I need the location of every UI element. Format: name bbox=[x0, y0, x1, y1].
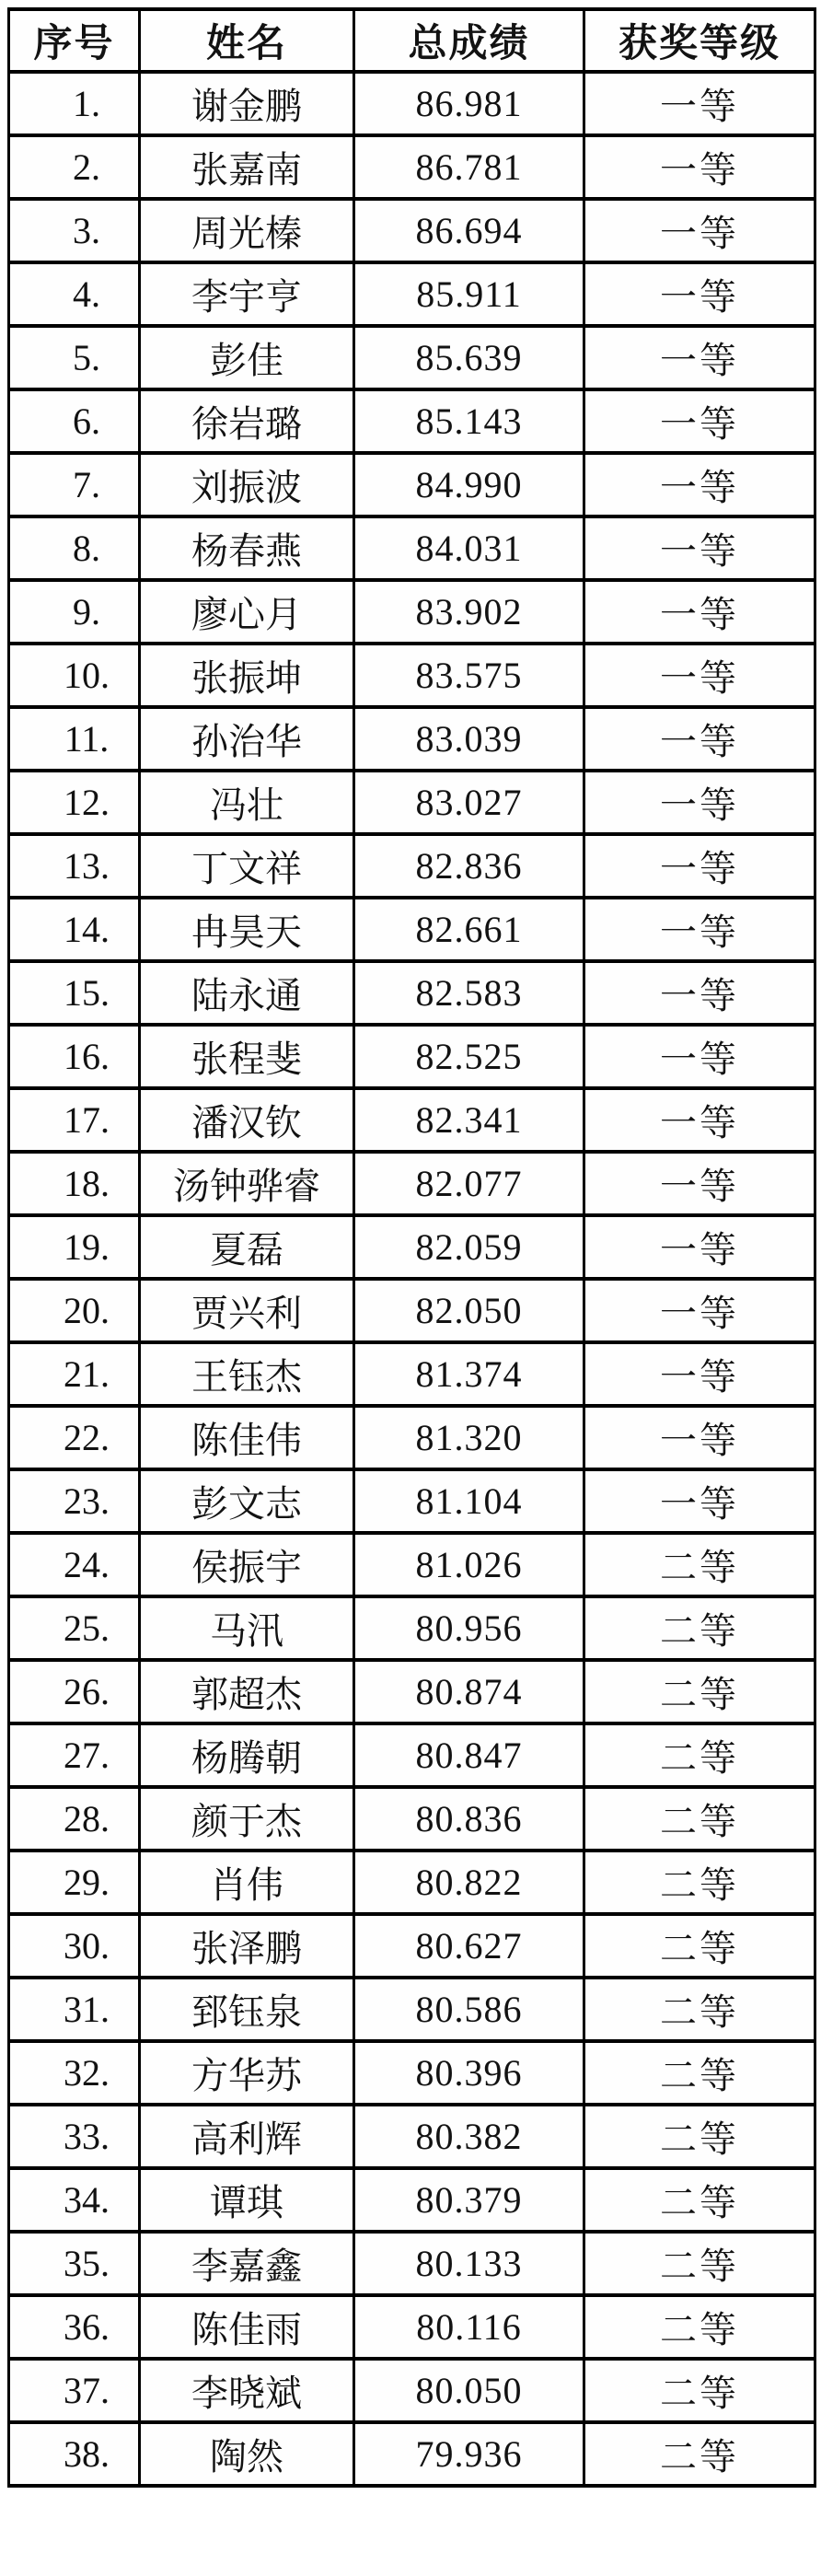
score-cell: 86.981 bbox=[354, 72, 584, 135]
table-row bbox=[9, 898, 815, 961]
table-row bbox=[9, 516, 815, 580]
serial-cell: 38. bbox=[9, 2422, 140, 2486]
name-cell: 徐岩璐 bbox=[140, 389, 354, 453]
award-cell: 一等 bbox=[584, 1152, 815, 1215]
name-cell: 李晓斌 bbox=[140, 2359, 354, 2422]
score-cell: 83.027 bbox=[354, 771, 584, 834]
serial-cell: 24. bbox=[9, 1533, 140, 1596]
name-cell: 陈佳伟 bbox=[140, 1406, 354, 1469]
score-cell: 80.379 bbox=[354, 2168, 584, 2232]
table-row bbox=[9, 1152, 815, 1215]
name-cell: 彭文志 bbox=[140, 1469, 354, 1533]
table-row bbox=[9, 1406, 815, 1469]
score-cell: 80.956 bbox=[354, 1596, 584, 1660]
name-cell: 贾兴利 bbox=[140, 1279, 354, 1342]
header-name: 姓名 bbox=[140, 9, 354, 72]
table-row bbox=[9, 961, 815, 1025]
serial-cell: 11. bbox=[9, 707, 140, 771]
score-cell: 81.320 bbox=[354, 1406, 584, 1469]
table-row bbox=[9, 389, 815, 453]
table-row bbox=[9, 1596, 815, 1660]
award-cell: 二等 bbox=[584, 1660, 815, 1723]
name-cell: 孙治华 bbox=[140, 707, 354, 771]
table-row bbox=[9, 1851, 815, 1914]
award-cell: 二等 bbox=[584, 2041, 815, 2105]
name-cell: 夏磊 bbox=[140, 1215, 354, 1279]
score-cell: 80.847 bbox=[354, 1723, 584, 1787]
score-cell: 85.911 bbox=[354, 262, 584, 326]
score-cell: 82.525 bbox=[354, 1025, 584, 1088]
serial-cell: 15. bbox=[9, 961, 140, 1025]
award-cell: 二等 bbox=[584, 2359, 815, 2422]
score-cell: 80.396 bbox=[354, 2041, 584, 2105]
serial-cell: 20. bbox=[9, 1279, 140, 1342]
table-row bbox=[9, 1914, 815, 1978]
award-cell: 二等 bbox=[584, 1978, 815, 2041]
award-cell: 一等 bbox=[584, 1215, 815, 1279]
serial-cell: 35. bbox=[9, 2232, 140, 2295]
name-cell: 廖心月 bbox=[140, 580, 354, 644]
serial-cell: 17. bbox=[9, 1088, 140, 1152]
table-row bbox=[9, 1978, 815, 2041]
score-cell: 80.586 bbox=[354, 1978, 584, 2041]
table-body bbox=[9, 72, 815, 2486]
award-cell: 二等 bbox=[584, 2105, 815, 2168]
award-cell: 二等 bbox=[584, 1596, 815, 1660]
table-row bbox=[9, 644, 815, 707]
name-cell: 杨腾朝 bbox=[140, 1723, 354, 1787]
score-cell: 83.902 bbox=[354, 580, 584, 644]
award-cell: 一等 bbox=[584, 1025, 815, 1088]
name-cell: 谭琪 bbox=[140, 2168, 354, 2232]
name-cell: 冉昊天 bbox=[140, 898, 354, 961]
score-cell: 80.822 bbox=[354, 1851, 584, 1914]
name-cell: 陈佳雨 bbox=[140, 2295, 354, 2359]
table-row bbox=[9, 771, 815, 834]
table-row bbox=[9, 2168, 815, 2232]
name-cell: 张嘉南 bbox=[140, 135, 354, 199]
award-cell: 二等 bbox=[584, 2232, 815, 2295]
name-cell: 王钰杰 bbox=[140, 1342, 354, 1406]
score-cell: 82.836 bbox=[354, 834, 584, 898]
serial-cell: 12. bbox=[9, 771, 140, 834]
serial-cell: 14. bbox=[9, 898, 140, 961]
serial-cell: 27. bbox=[9, 1723, 140, 1787]
name-cell: 李宇亨 bbox=[140, 262, 354, 326]
score-cell: 80.050 bbox=[354, 2359, 584, 2422]
award-cell: 一等 bbox=[584, 771, 815, 834]
award-cell: 一等 bbox=[584, 326, 815, 389]
award-cell: 一等 bbox=[584, 1469, 815, 1533]
name-cell: 张泽鹏 bbox=[140, 1914, 354, 1978]
name-cell: 杨春燕 bbox=[140, 516, 354, 580]
award-cell: 二等 bbox=[584, 1723, 815, 1787]
score-cell: 82.661 bbox=[354, 898, 584, 961]
table-row bbox=[9, 1025, 815, 1088]
serial-cell: 1. bbox=[9, 72, 140, 135]
award-cell: 一等 bbox=[584, 389, 815, 453]
name-cell: 马汛 bbox=[140, 1596, 354, 1660]
table-row bbox=[9, 1215, 815, 1279]
table-row bbox=[9, 2105, 815, 2168]
table-row bbox=[9, 199, 815, 262]
award-cell: 一等 bbox=[584, 898, 815, 961]
serial-cell: 36. bbox=[9, 2295, 140, 2359]
award-cell: 一等 bbox=[584, 135, 815, 199]
score-cell: 83.575 bbox=[354, 644, 584, 707]
name-cell: 谢金鹏 bbox=[140, 72, 354, 135]
serial-cell: 25. bbox=[9, 1596, 140, 1660]
serial-cell: 22. bbox=[9, 1406, 140, 1469]
serial-cell: 4. bbox=[9, 262, 140, 326]
table-row bbox=[9, 1660, 815, 1723]
name-cell: 李嘉鑫 bbox=[140, 2232, 354, 2295]
name-cell: 肖伟 bbox=[140, 1851, 354, 1914]
award-cell: 二等 bbox=[584, 1787, 815, 1851]
score-cell: 80.382 bbox=[354, 2105, 584, 2168]
serial-cell: 37. bbox=[9, 2359, 140, 2422]
score-cell: 82.059 bbox=[354, 1215, 584, 1279]
serial-cell: 33. bbox=[9, 2105, 140, 2168]
serial-cell: 16. bbox=[9, 1025, 140, 1088]
award-cell: 二等 bbox=[584, 1533, 815, 1596]
award-cell: 一等 bbox=[584, 453, 815, 516]
table-row bbox=[9, 1469, 815, 1533]
award-cell: 二等 bbox=[584, 1851, 815, 1914]
table-row bbox=[9, 72, 815, 135]
serial-cell: 26. bbox=[9, 1660, 140, 1723]
serial-cell: 28. bbox=[9, 1787, 140, 1851]
award-cell: 一等 bbox=[584, 580, 815, 644]
table-row bbox=[9, 580, 815, 644]
table-row bbox=[9, 1723, 815, 1787]
score-cell: 80.836 bbox=[354, 1787, 584, 1851]
table-row bbox=[9, 453, 815, 516]
score-table bbox=[7, 7, 816, 2488]
score-cell: 80.627 bbox=[354, 1914, 584, 1978]
score-cell: 81.104 bbox=[354, 1469, 584, 1533]
name-cell: 陆永通 bbox=[140, 961, 354, 1025]
header-serial: 序号 bbox=[9, 9, 140, 72]
score-cell: 80.133 bbox=[354, 2232, 584, 2295]
table-row bbox=[9, 707, 815, 771]
award-cell: 一等 bbox=[584, 199, 815, 262]
name-cell: 陶然 bbox=[140, 2422, 354, 2486]
serial-cell: 29. bbox=[9, 1851, 140, 1914]
serial-cell: 6. bbox=[9, 389, 140, 453]
name-cell: 冯壮 bbox=[140, 771, 354, 834]
serial-cell: 10. bbox=[9, 644, 140, 707]
serial-cell: 34. bbox=[9, 2168, 140, 2232]
score-cell: 84.031 bbox=[354, 516, 584, 580]
name-cell: 高利辉 bbox=[140, 2105, 354, 2168]
name-cell: 郅钰泉 bbox=[140, 1978, 354, 2041]
table-row bbox=[9, 135, 815, 199]
award-cell: 一等 bbox=[584, 834, 815, 898]
table-row bbox=[9, 1088, 815, 1152]
name-cell: 丁文祥 bbox=[140, 834, 354, 898]
serial-cell: 13. bbox=[9, 834, 140, 898]
award-cell: 一等 bbox=[584, 262, 815, 326]
serial-cell: 31. bbox=[9, 1978, 140, 2041]
serial-cell: 3. bbox=[9, 199, 140, 262]
award-cell: 二等 bbox=[584, 2422, 815, 2486]
serial-cell: 23. bbox=[9, 1469, 140, 1533]
award-cell: 一等 bbox=[584, 516, 815, 580]
score-cell: 80.116 bbox=[354, 2295, 584, 2359]
table-row bbox=[9, 326, 815, 389]
score-cell: 79.936 bbox=[354, 2422, 584, 2486]
award-cell: 一等 bbox=[584, 1342, 815, 1406]
table-row bbox=[9, 2232, 815, 2295]
award-cell: 一等 bbox=[584, 1279, 815, 1342]
award-cell: 二等 bbox=[584, 2168, 815, 2232]
table-row bbox=[9, 834, 815, 898]
name-cell: 汤钟骅睿 bbox=[140, 1152, 354, 1215]
award-cell: 一等 bbox=[584, 707, 815, 771]
name-cell: 彭佳 bbox=[140, 326, 354, 389]
award-cell: 一等 bbox=[584, 961, 815, 1025]
serial-cell: 18. bbox=[9, 1152, 140, 1215]
header-score: 总成绩 bbox=[354, 9, 584, 72]
score-cell: 85.639 bbox=[354, 326, 584, 389]
serial-cell: 2. bbox=[9, 135, 140, 199]
serial-cell: 8. bbox=[9, 516, 140, 580]
score-cell: 82.583 bbox=[354, 961, 584, 1025]
table-row bbox=[9, 1342, 815, 1406]
score-cell: 82.341 bbox=[354, 1088, 584, 1152]
name-cell: 刘振波 bbox=[140, 453, 354, 516]
award-cell: 一等 bbox=[584, 72, 815, 135]
name-cell: 张振坤 bbox=[140, 644, 354, 707]
table-row bbox=[9, 2422, 815, 2486]
score-cell: 86.781 bbox=[354, 135, 584, 199]
serial-cell: 7. bbox=[9, 453, 140, 516]
serial-cell: 21. bbox=[9, 1342, 140, 1406]
table-row bbox=[9, 1787, 815, 1851]
score-cell: 83.039 bbox=[354, 707, 584, 771]
score-cell: 85.143 bbox=[354, 389, 584, 453]
score-cell: 84.990 bbox=[354, 453, 584, 516]
header-award: 获奖等级 bbox=[584, 9, 815, 72]
award-cell: 二等 bbox=[584, 2295, 815, 2359]
score-cell: 86.694 bbox=[354, 199, 584, 262]
score-cell: 81.374 bbox=[354, 1342, 584, 1406]
table-row bbox=[9, 262, 815, 326]
score-cell: 82.077 bbox=[354, 1152, 584, 1215]
name-cell: 侯振宇 bbox=[140, 1533, 354, 1596]
table-row bbox=[9, 1279, 815, 1342]
table-row bbox=[9, 1533, 815, 1596]
name-cell: 方华苏 bbox=[140, 2041, 354, 2105]
award-cell: 一等 bbox=[584, 1406, 815, 1469]
award-cell: 一等 bbox=[584, 644, 815, 707]
name-cell: 颜于杰 bbox=[140, 1787, 354, 1851]
header-row bbox=[9, 9, 815, 72]
serial-cell: 30. bbox=[9, 1914, 140, 1978]
score-cell: 81.026 bbox=[354, 1533, 584, 1596]
table-row bbox=[9, 2295, 815, 2359]
name-cell: 潘汉钦 bbox=[140, 1088, 354, 1152]
table-row bbox=[9, 2041, 815, 2105]
award-cell: 二等 bbox=[584, 1914, 815, 1978]
name-cell: 郭超杰 bbox=[140, 1660, 354, 1723]
name-cell: 张程斐 bbox=[140, 1025, 354, 1088]
serial-cell: 9. bbox=[9, 580, 140, 644]
serial-cell: 19. bbox=[9, 1215, 140, 1279]
table-row bbox=[9, 2359, 815, 2422]
serial-cell: 32. bbox=[9, 2041, 140, 2105]
name-cell: 周光榛 bbox=[140, 199, 354, 262]
score-cell: 80.874 bbox=[354, 1660, 584, 1723]
score-cell: 82.050 bbox=[354, 1279, 584, 1342]
serial-cell: 5. bbox=[9, 326, 140, 389]
award-cell: 一等 bbox=[584, 1088, 815, 1152]
